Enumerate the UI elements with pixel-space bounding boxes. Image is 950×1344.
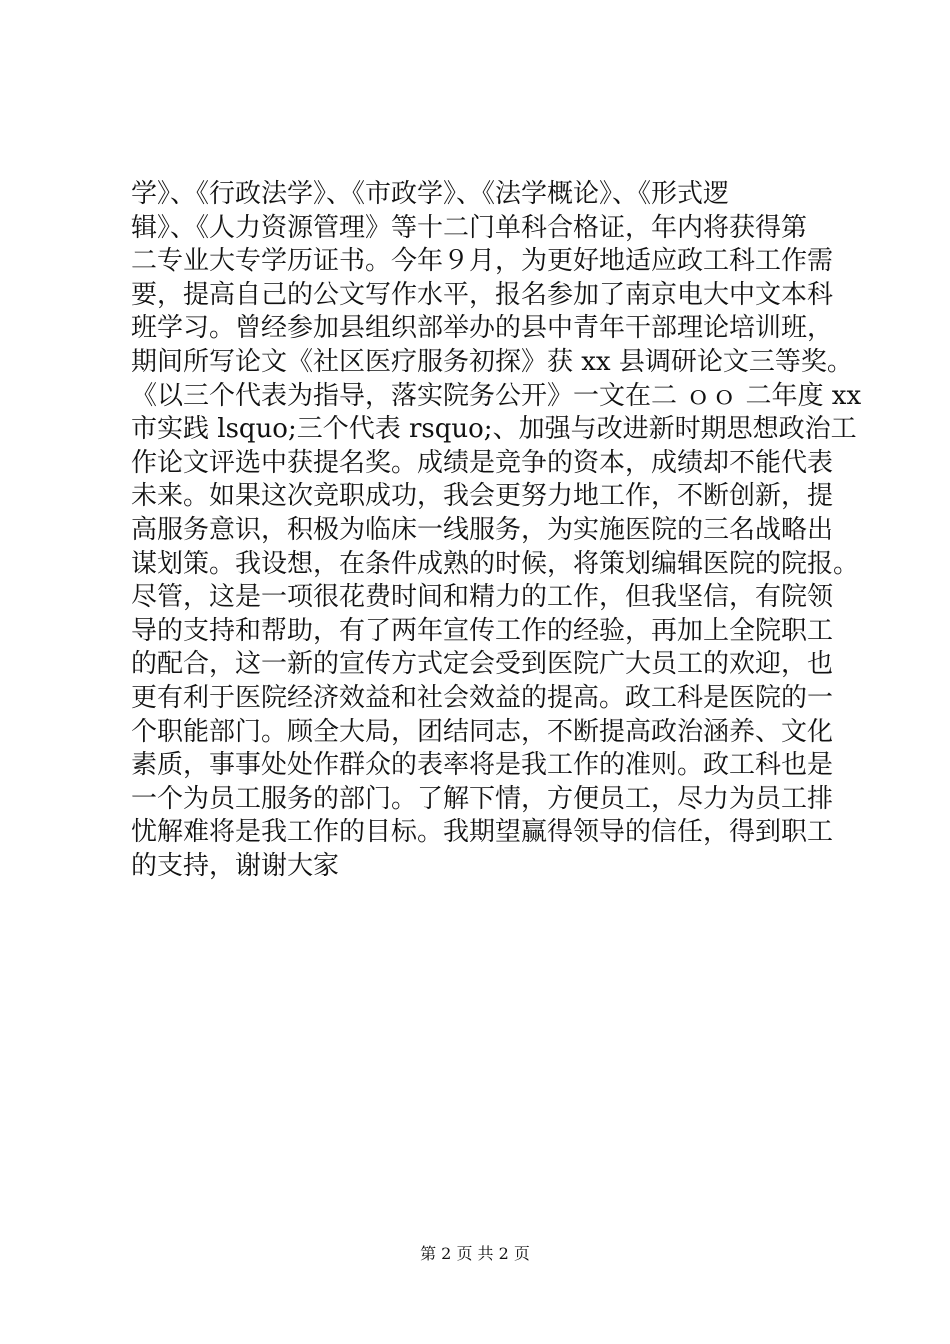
body-text [131,178,862,883]
text-line: 更有利于医院经济效益和社会效益的提高。政工科是医院的一 [131,682,834,713]
text-line: 的支持，谢谢大家 [131,850,340,881]
text-line: 《以三个代表为指导，落实院务公开》一文在二 ｏｏ 二年度 xx [131,380,862,411]
text-line: 作论文评选中获提名奖。成绩是竞争的资本，成绩却不能代表 [131,447,834,478]
text-line: 二专业大专学历证书。今年９月，为更好地适应政工科工作需 [131,246,834,277]
page-footer: 第 2 页 共 2 页 [420,1244,530,1263]
text-line: 未来。如果这次竞职成功，我会更努力地工作，不断创新，提 [131,481,834,512]
text-line: 高服务意识，积极为临床一线服务，为实施医院的三名战略出 [131,514,834,545]
text-line: 一个为员工服务的部门。了解下情，方便员工，尽力为员工排 [131,783,834,814]
text-line: 导的支持和帮助，有了两年宣传工作的经验，再加上全院职工 [131,615,834,646]
text-line: 班学习。曾经参加县组织部举办的县中青年干部理论培训班， [131,313,834,344]
text-line: 忧解难将是我工作的目标。我期望赢得领导的信任，得到职工 [131,817,834,848]
text-line: 尽管，这是一项很花费时间和精力的工作，但我坚信，有院领 [131,582,834,613]
text-line: 期间所写论文《社区医疗服务初探》获 xx 县调研论文三等奖。 [131,346,853,377]
text-line: 谋划策。我设想，在条件成熟的时候，将策划编辑医院的院报。 [131,548,860,579]
text-line: 的配合，这一新的宣传方式定会受到医院广大员工的欢迎，也 [131,649,834,680]
text-line: 学》、《行政法学》、《市政学》、《法学概论》、《形式逻 [131,179,730,209]
text-line: 市实践 lsquo;三个代表 rsquo;、加强与改进新时期思想政治工 [131,414,857,445]
text-line: 个职能部门。顾全大局，团结同志，不断提高政治涵养、文化 [131,716,834,747]
text-line: 素质，事事处处作群众的表率将是我工作的准则。政工科也是 [131,750,834,781]
text-line: 要，提高自己的公文写作水平，报名参加了南京电大中文本科 [131,279,834,310]
text-line: 辑》、《人力资源管理》等十二门单科合格证，年内将获得第 [131,212,808,243]
